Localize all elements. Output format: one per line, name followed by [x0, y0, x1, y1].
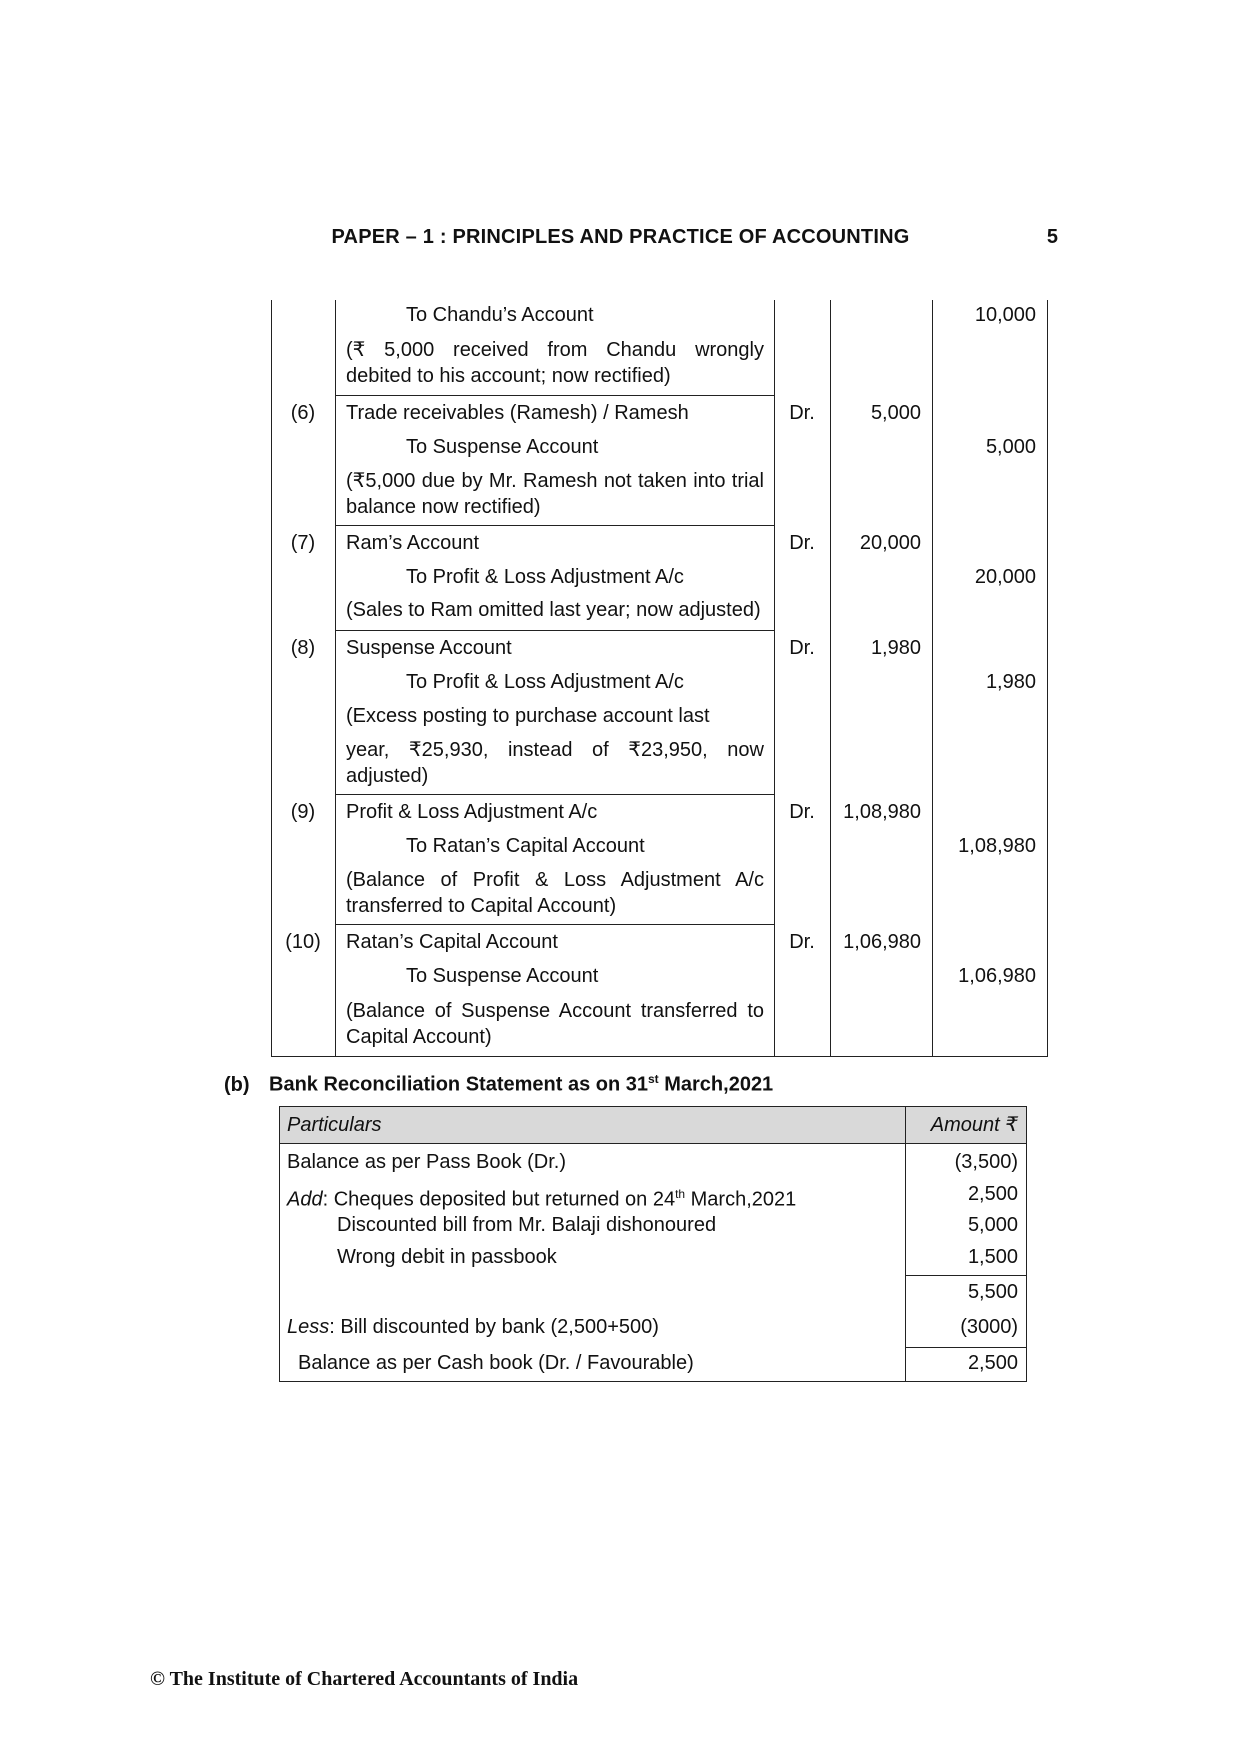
journal-narration: (₹5,000 due by Mr. Ramesh not taken into trial balance now rectified)	[346, 470, 764, 518]
journal-credit-amount: 1,06,980	[958, 965, 1036, 987]
brs-total: 2,500	[967, 1352, 1018, 1374]
total-rule	[905, 1347, 1027, 1348]
brs-row-amount: (3,500)	[954, 1151, 1018, 1173]
page-title: PAPER – 1 : PRINCIPLES AND PRACTICE OF ACCOUNTING	[331, 226, 910, 248]
section-label: (b)	[224, 1073, 250, 1096]
journal-narration: (Balance of Profit & Loss Adjustment A/c transferred to Capital Account)	[346, 869, 764, 917]
section-heading	[224, 1072, 773, 1097]
journal-credit-amount: 5,000	[985, 436, 1036, 458]
journal-debit-amount: 20,000	[859, 532, 921, 554]
dr-marker: Dr.	[789, 402, 815, 424]
brs-row-label	[287, 1181, 796, 1213]
brs-row-label: Balance as per Cash book (Dr. / Favourable)	[298, 1352, 694, 1374]
entry-separator	[335, 924, 774, 925]
column-divider	[1047, 300, 1048, 1057]
entry-number: (10)	[285, 931, 321, 953]
less-label: Less	[287, 1316, 330, 1338]
journal-debit-line: Profit & Loss Adjustment A/c	[346, 801, 598, 823]
brs-row-amount: (3000)	[960, 1316, 1018, 1338]
add-line-1-start: : Cheques deposited but returned on 24	[322, 1188, 676, 1211]
journal-credit-line: To Ratan’s Capital Account	[406, 835, 645, 857]
entry-separator	[335, 794, 774, 795]
page-number: 5	[1046, 226, 1058, 248]
entry-separator	[335, 630, 774, 631]
journal-debit-amount: 1,08,980	[843, 801, 921, 823]
column-divider	[335, 300, 336, 1057]
add-line-1-end: March,2021	[685, 1188, 797, 1211]
brs-row-label: Wrong debit in passbook	[337, 1246, 557, 1268]
entry-number: (8)	[290, 637, 316, 659]
entry-number: (7)	[290, 532, 316, 554]
bank-reconciliation-table	[279, 1106, 1027, 1382]
dr-marker: Dr.	[789, 637, 815, 659]
brs-row-amount: 5,000	[967, 1214, 1018, 1236]
column-divider	[905, 1107, 906, 1381]
entry-number: (9)	[290, 801, 316, 823]
journal-credit-amount: 10,000	[974, 304, 1036, 326]
column-header-amount: Amount ₹	[930, 1114, 1018, 1136]
journal-debit-amount: 5,000	[870, 402, 921, 424]
journal-debit-line: Ram’s Account	[346, 532, 480, 554]
less-text: : Bill discounted by bank (2,500+500)	[329, 1316, 659, 1338]
brs-row-label: Discounted bill from Mr. Balaji dishonoured	[337, 1214, 717, 1236]
journal-debit-amount: 1,980	[870, 637, 921, 659]
journal-credit-line: To Suspense Account	[406, 436, 599, 458]
journal-narration: (Sales to Ram omitted last year; now adjusted)	[346, 599, 761, 621]
journal-narration: (₹ 5,000 received from Chandu wrongly debited to his account; now rectified)	[346, 339, 764, 387]
table-bottom-border	[271, 1056, 1048, 1057]
section-title-sup: st	[648, 1072, 659, 1086]
entry-separator	[335, 525, 774, 526]
journal-credit-line: To Chandu’s Account	[406, 304, 594, 326]
column-header-particulars: Particulars	[287, 1114, 382, 1136]
journal-credit-amount: 20,000	[974, 566, 1036, 588]
section-title-start: Bank Reconciliation Statement as on 31	[269, 1073, 648, 1096]
journal-debit-line: Trade receivables (Ramesh) / Ramesh	[346, 402, 689, 424]
brs-row-label: Balance as per Pass Book (Dr.)	[287, 1151, 567, 1173]
add-label: Add	[287, 1188, 323, 1211]
journal-credit-line: To Profit & Loss Adjustment A/c	[406, 671, 684, 693]
journal-debit-line: Suspense Account	[346, 637, 512, 659]
journal-debit-amount: 1,06,980	[843, 931, 921, 953]
journal-credit-line: To Profit & Loss Adjustment A/c	[406, 566, 684, 588]
dr-marker: Dr.	[789, 532, 815, 554]
brs-row-amount: 2,500	[967, 1183, 1018, 1205]
footer-copyright: © The Institute of Chartered Accountants of India	[150, 1668, 579, 1690]
brs-subtotal: 5,500	[967, 1281, 1018, 1303]
journal-credit-line: To Suspense Account	[406, 965, 599, 987]
dr-marker: Dr.	[789, 931, 815, 953]
brs-row-label	[287, 1314, 659, 1340]
subtotal-rule	[905, 1275, 1027, 1276]
journal-narration: (Excess posting to purchase account last	[346, 705, 710, 727]
entry-number: (6)	[290, 402, 316, 424]
journal-narration: (Balance of Suspense Account transferred to Capital Account)	[346, 1000, 764, 1048]
add-line-1-sup: th	[675, 1187, 686, 1201]
journal-credit-amount: 1,08,980	[958, 835, 1036, 857]
brs-row-amount: 1,500	[967, 1246, 1018, 1268]
dr-marker: Dr.	[789, 801, 815, 823]
journal-credit-amount: 1,980	[985, 671, 1036, 693]
journal-narration: year, ₹25,930, instead of ₹23,950, now adjusted)	[346, 739, 764, 787]
journal-table	[271, 300, 1048, 1057]
entry-separator	[335, 395, 774, 396]
section-title-end: March,2021	[658, 1073, 774, 1096]
journal-debit-line: Ratan’s Capital Account	[346, 931, 558, 953]
